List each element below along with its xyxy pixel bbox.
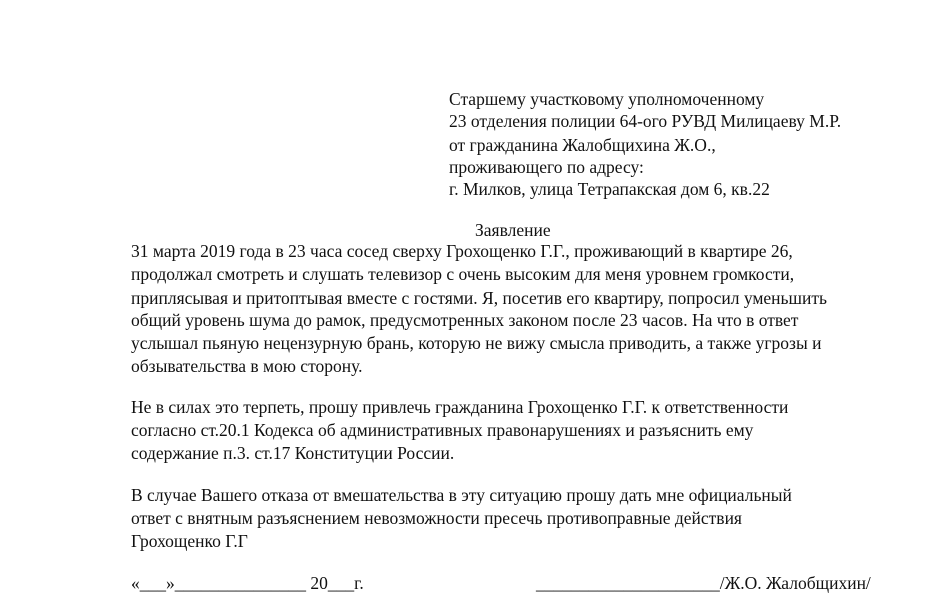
paragraph-line: приплясывая и притоптывая вместе с гостями. Я, посетив его квартиру, попросил уменьшить [131, 288, 827, 308]
paragraph-line: обзывательства в мою сторону. [131, 356, 363, 376]
addressee-line-residing: проживающего по адресу: [449, 157, 644, 177]
paragraph-line: 31 марта 2019 года в 23 часа сосед сверху Грохощенко Г.Г., проживающий в квартире 26, [131, 241, 793, 261]
paragraph-line: В случае Вашего отказа от вмешательства в эту ситуацию прошу дать мне официальный [131, 485, 792, 505]
paragraph-line: Грохощенко Г.Г [131, 531, 248, 551]
paragraph-line: услышал пьяную нецензурную брань, которую не вижу смысла приводить, а также угрозы и [131, 333, 822, 353]
date-line: «___»_______________ 20___г. [131, 573, 364, 593]
paragraph-line: продолжал смотреть и слушать телевизор с очень высоким для меня уровнем громкости, [131, 264, 795, 284]
signature-line: _____________________/Ж.О. Жалобщихин/ [536, 573, 871, 593]
addressee-line-sender: от гражданина Жалобщихина Ж.О., [449, 135, 716, 155]
paragraph-line: общий уровень шума до рамок, предусмотренных законом после 23 часов. На что в ответ [131, 310, 799, 330]
paragraph-line: Не в силах это терпеть, прошу привлечь гражданина Грохощенко Г.Г. к ответственности [131, 397, 789, 417]
addressee-line-recipient: Старшему участковому уполномоченному [449, 89, 765, 109]
paragraph-line: согласно ст.20.1 Кодекса об административных правонарушениях и разъяснить ему [131, 420, 754, 440]
paragraph-line: ответ с внятным разъяснением невозможности пресечь противоправные действия [131, 508, 742, 528]
addressee-line-address: г. Милков, улица Тетрапакская дом 6, кв.22 [449, 179, 770, 199]
paragraph-line: содержание п.3. ст.17 Конституции России. [131, 443, 455, 463]
document-title: Заявление [475, 220, 551, 240]
addressee-line-department: 23 отделения полиции 64-ого РУВД Милицаеву М.Р. [449, 111, 842, 131]
